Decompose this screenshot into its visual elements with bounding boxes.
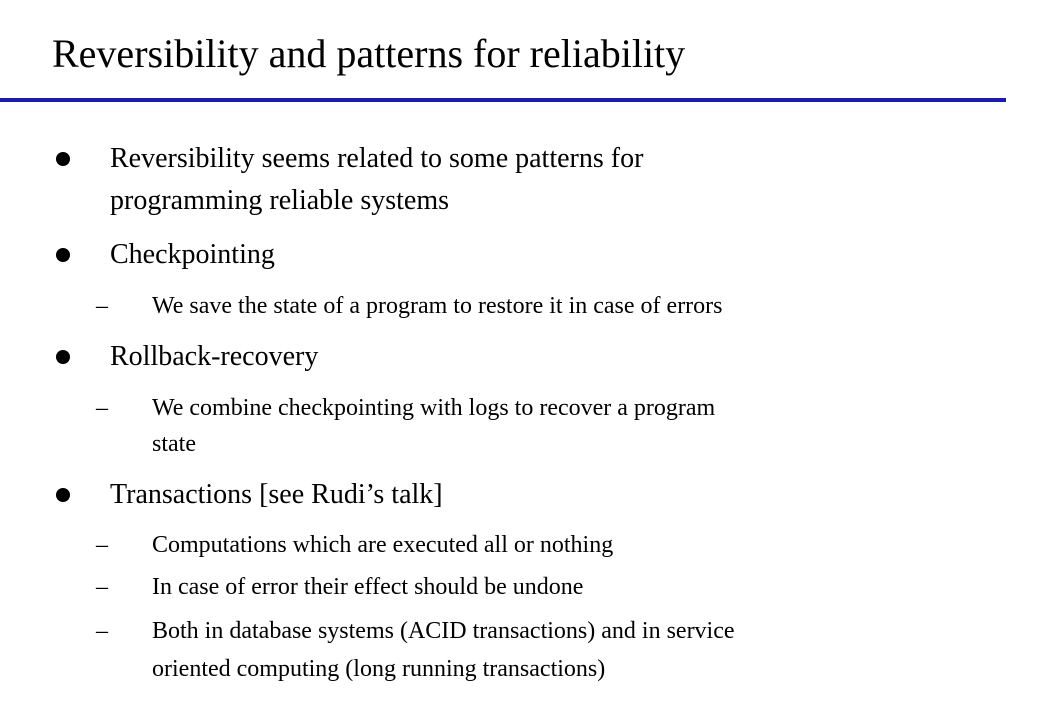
bullet-dot-icon: [56, 248, 70, 262]
bullet-text-line: Reversibility seems related to some patterns for: [110, 143, 644, 174]
bullet-dot-icon: [56, 488, 70, 502]
bullet-dot-icon: [56, 350, 70, 364]
bullet-text-line: programming reliable systems: [110, 185, 450, 216]
sub-bullet-text-line: oriented computing (long running transactions): [152, 656, 606, 682]
sub-bullet-text-line: Computations which are executed all or nothing: [152, 532, 614, 558]
slide-title: Reversibility and patterns for reliability: [52, 31, 686, 76]
bullet-dot-icon: [56, 152, 70, 166]
sub-bullet-text-line: We save the state of a program to restore it in case of errors: [152, 293, 723, 319]
dash-marker: –: [96, 618, 108, 644]
dash-marker: –: [96, 532, 108, 558]
sub-bullet-text-line: In case of error their effect should be undone: [152, 574, 584, 600]
sub-bullet-text-line: Both in database systems (ACID transactions) and in service: [152, 618, 735, 644]
dash-marker: –: [96, 293, 108, 319]
bullet-text-line: Transactions [see Rudi’s talk]: [110, 479, 443, 510]
bullet-text-line: Checkpointing: [110, 239, 275, 270]
sub-bullet-text-line: We combine checkpointing with logs to recover a program: [152, 395, 716, 421]
title-divider: [0, 98, 1006, 102]
bullet-text-line: Rollback-recovery: [110, 341, 319, 372]
dash-marker: –: [96, 395, 108, 421]
sub-bullet-text-line: state: [152, 431, 196, 457]
dash-marker: –: [96, 574, 108, 600]
